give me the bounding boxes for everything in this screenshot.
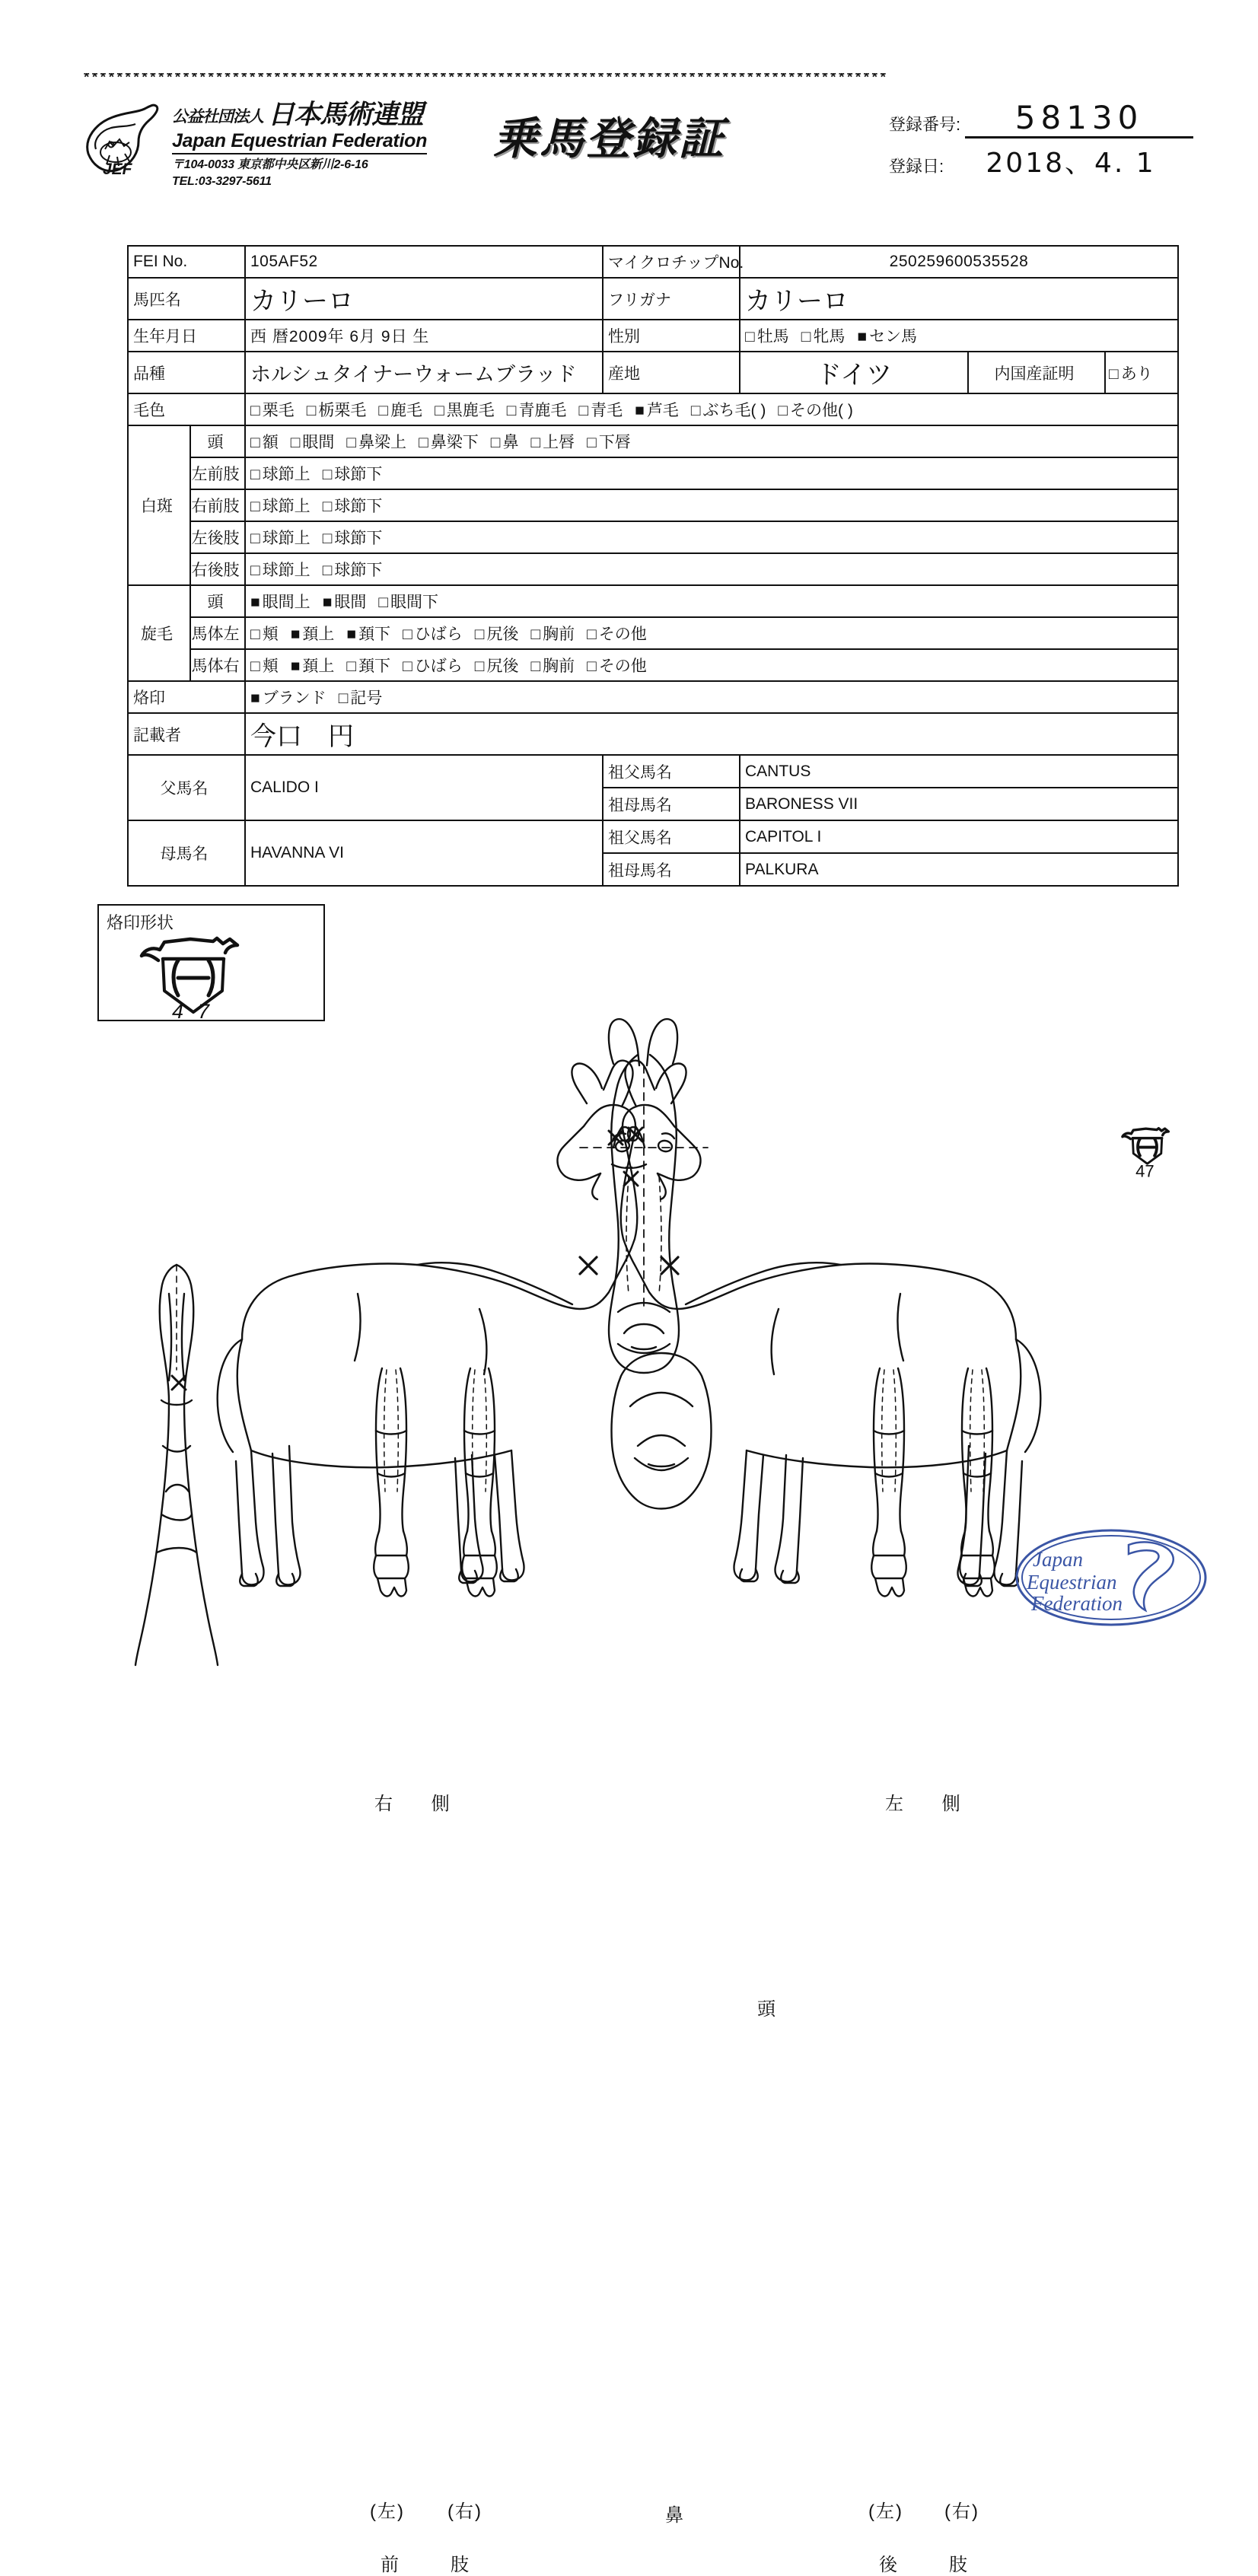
checkbox-checked-icon[interactable]: ■ [250, 689, 260, 707]
checkbox-unchecked-icon[interactable]: □ [346, 658, 357, 675]
checkbox-unchecked-icon[interactable]: □ [250, 466, 260, 483]
checkbox-option[interactable] [250, 526, 311, 549]
checkbox-option[interactable] [346, 430, 406, 453]
checkbox-label: 球節下 [334, 498, 383, 515]
checkbox-unchecked-icon[interactable]: □ [322, 498, 333, 515]
checkbox-label: 下唇 [598, 434, 631, 451]
front-limbs-diagram [374, 1368, 497, 1596]
sex-label: 性別 [603, 320, 740, 352]
checkbox-option[interactable] [691, 398, 766, 421]
checkbox-label: 額 [262, 434, 279, 451]
checkbox-option[interactable] [403, 654, 463, 677]
registration-number-row [889, 99, 1193, 139]
checkbox-unchecked-icon[interactable]: □ [250, 434, 260, 451]
checkbox-option[interactable] [291, 430, 335, 453]
checkbox-label: 胸前 [543, 658, 575, 675]
table-row-sire-gf [128, 755, 1178, 788]
label-head: 頭 [757, 1999, 777, 2020]
checkbox-unchecked-icon[interactable]: □ [378, 402, 389, 419]
checkbox-label: 牡馬 [756, 328, 789, 345]
checkbox-checked-icon[interactable]: ■ [346, 626, 357, 643]
checkbox-unchecked-icon[interactable]: □ [690, 402, 701, 419]
checkbox-option[interactable] [346, 622, 390, 645]
checkbox-label: ブランド [262, 689, 326, 707]
label-hind-right: (右) [944, 2501, 979, 2522]
checkbox-option[interactable] [530, 654, 575, 677]
label-right-side: 右 側 [374, 1794, 467, 1814]
checkbox-label: 鼻 [502, 434, 519, 451]
sire-granddam-label: 祖母馬名 [603, 788, 740, 820]
checkbox-option[interactable] [307, 398, 367, 421]
microchip-label: マイクロチップNo. [603, 246, 740, 278]
checkbox-unchecked-icon[interactable]: □ [250, 498, 260, 515]
checkbox-label: 頬 [262, 658, 279, 675]
stamp-line-3: Federation [1031, 1592, 1123, 1615]
checkbox-unchecked-icon[interactable]: □ [587, 626, 597, 643]
table-row-marking-limb [128, 457, 1178, 489]
org-corporate-type: 公益社団法人 [172, 108, 263, 126]
checkbox-checked-icon[interactable]: ■ [857, 328, 868, 345]
origin-value: ドイツ [740, 352, 968, 393]
checkbox-label: 牝馬 [813, 328, 846, 345]
table-row-brandmark [128, 681, 1178, 713]
registration-number-label: 登録番号: [889, 115, 961, 134]
checkbox-option[interactable] [250, 430, 279, 453]
checkbox-unchecked-icon[interactable]: □ [1109, 365, 1119, 383]
checkbox-label: 芦毛 [646, 402, 679, 419]
svg-text:7: 7 [198, 1000, 210, 1020]
checkbox-unchecked-icon[interactable]: □ [338, 689, 349, 707]
checkbox-option[interactable] [323, 558, 383, 581]
checkbox-label: 眼間 [302, 434, 335, 451]
checkbox-label: 胸前 [543, 626, 575, 643]
checkbox-label: 鼻梁下 [430, 434, 479, 451]
checkbox-label: 鼻梁上 [358, 434, 407, 451]
checkbox-label: その他 [598, 626, 647, 643]
checkbox-label: 栃栗毛 [318, 402, 367, 419]
whorl-body-right-label: 馬体右 [190, 649, 245, 681]
checkbox-option[interactable] [507, 398, 567, 421]
checkbox-unchecked-icon[interactable]: □ [474, 658, 485, 675]
label-hind-left: (左) [868, 2501, 903, 2522]
checkbox-option[interactable] [250, 462, 311, 485]
registration-date-value: 2018、4. 1 [986, 148, 1156, 179]
dam-label: 母馬名 [128, 820, 245, 886]
checkbox-unchecked-icon[interactable]: □ [745, 328, 755, 345]
checkbox-label: ひばら [414, 658, 463, 675]
checkbox-label: ぶち毛( ) [702, 402, 766, 419]
checkbox-label: 眼間 [334, 594, 367, 611]
checkbox-label: 眼間上 [262, 594, 311, 611]
whorl-head-label: 頭 [190, 585, 245, 617]
checkbox-checked-icon[interactable]: ■ [322, 594, 333, 611]
page-title: 乗馬登録証 [493, 114, 726, 164]
org-name-jp: 日本馬術連盟 [268, 100, 424, 129]
table-row-coat-color [128, 393, 1178, 425]
furigana-label: フリガナ [603, 278, 740, 320]
fei-label: FEI No. [128, 246, 245, 278]
svg-text:47: 47 [1135, 1161, 1154, 1181]
checkbox-option[interactable] [475, 654, 519, 677]
table-row-horse-name [128, 278, 1178, 320]
registration-date-label: 登録日: [889, 157, 944, 176]
horse-neck-top-view [135, 1265, 218, 1665]
horse-name-value: カリーロ [245, 278, 603, 320]
dam-grandsire-label: 祖父馬名 [603, 820, 740, 853]
checkbox-option[interactable] [291, 622, 335, 645]
checkbox-option[interactable] [250, 590, 311, 613]
label-front-left: (左) [370, 2501, 405, 2522]
horse-head-front-view [580, 1019, 708, 1373]
table-row-marking-limb [128, 521, 1178, 553]
recorder-label: 記載者 [128, 713, 245, 755]
org-address: 〒104-0033 東京都中央区新川2-6-16 [172, 158, 368, 171]
dam-value: HAVANNA VI [245, 820, 603, 886]
registration-date-row [889, 142, 1193, 180]
jef-logo-icon [82, 99, 166, 179]
checkbox-unchecked-icon[interactable]: □ [250, 402, 260, 419]
dob-label: 生年月日 [128, 320, 245, 352]
checkbox-label: 尻後 [486, 658, 519, 675]
checkbox-label: 鹿毛 [390, 402, 423, 419]
checkbox-option[interactable] [250, 494, 311, 517]
white-marking-label: 白斑 [128, 425, 190, 585]
breed-value: ホルシュタイナーウォームブラッド [245, 352, 603, 393]
checkbox-label: 記号 [350, 689, 383, 707]
checkbox-label: 球節下 [334, 562, 383, 579]
marking-limb-label: 右後肢 [190, 553, 245, 585]
checkbox-option[interactable] [323, 590, 367, 613]
checkbox-unchecked-icon[interactable]: □ [250, 658, 260, 675]
registration-block [889, 99, 1193, 183]
dam-granddam-value: PALKURA [740, 853, 1178, 886]
checkbox-label: 球節下 [334, 466, 383, 483]
checkbox-option[interactable] [250, 558, 311, 581]
checkbox-unchecked-icon[interactable]: □ [419, 434, 428, 451]
domestic-certificate-option[interactable] [1105, 352, 1178, 393]
checkbox-label: 球節上 [262, 466, 311, 483]
svg-text:4: 4 [172, 1000, 184, 1020]
table-row-recorder [128, 713, 1178, 755]
star-rule-divider: ************************************************************************************************* [82, 73, 887, 84]
table-row-marking-limb [128, 489, 1178, 521]
checkbox-option[interactable] [475, 622, 519, 645]
checkbox-option[interactable] [745, 324, 789, 347]
organization-block [172, 100, 461, 189]
stamp-line-1: Japan [1033, 1548, 1083, 1571]
checkbox-label: その他 [598, 658, 647, 675]
svg-text:JEF: JEF [103, 161, 132, 178]
checkbox-unchecked-icon[interactable]: □ [290, 434, 301, 451]
checkbox-option[interactable] [378, 398, 422, 421]
marking-limb-label: 右前肢 [190, 489, 245, 521]
org-name-en: Japan Equestrian Federation [172, 130, 427, 154]
marking-head-label: 頭 [190, 425, 245, 457]
marking-limb-options[interactable] [245, 457, 1178, 489]
document-header [82, 99, 1190, 186]
table-row-marking-limb [128, 553, 1178, 585]
checkbox-unchecked-icon[interactable]: □ [490, 434, 501, 451]
breed-label: 品種 [128, 352, 245, 393]
table-row-marking-head [128, 425, 1178, 457]
checkbox-unchecked-icon[interactable]: □ [506, 402, 517, 419]
checkbox-unchecked-icon[interactable]: □ [530, 658, 541, 675]
checkbox-label: 頚下 [358, 626, 391, 643]
checkbox-label: 頚上 [302, 658, 335, 675]
checkbox-unchecked-icon[interactable]: □ [346, 434, 357, 451]
org-telephone: TEL:03-3297-5611 [172, 175, 272, 188]
table-row-whorl-head [128, 585, 1178, 617]
checkbox-checked-icon[interactable]: ■ [250, 594, 260, 611]
checkbox-label: 頚下 [358, 658, 391, 675]
checkbox-option[interactable] [250, 654, 279, 677]
brandmark-label: 烙印 [128, 681, 245, 713]
checkbox-label: 青鹿毛 [518, 402, 567, 419]
checkbox-option[interactable] [323, 494, 383, 517]
sire-granddam-value: BARONESS VII [740, 788, 1178, 820]
checkbox-option[interactable] [635, 398, 679, 421]
table-row-whorl-body-left [128, 617, 1178, 649]
checkbox-option[interactable] [530, 430, 575, 453]
microchip-value: 250259600535528 [740, 246, 1178, 278]
horse-name-label: 馬匹名 [128, 278, 245, 320]
sex-options[interactable] [740, 320, 1178, 352]
table-row-fei [128, 246, 1178, 278]
checkbox-option[interactable] [801, 324, 846, 347]
sire-grandsire-value: CANTUS [740, 755, 1178, 788]
checkbox-unchecked-icon[interactable]: □ [530, 434, 541, 451]
checkbox-unchecked-icon[interactable]: □ [378, 594, 389, 611]
checkbox-unchecked-icon[interactable]: □ [801, 328, 811, 345]
checkbox-unchecked-icon[interactable]: □ [587, 434, 597, 451]
checkbox-label: セン馬 [869, 328, 918, 345]
checkbox-unchecked-icon[interactable]: □ [778, 402, 788, 419]
checkbox-option[interactable] [1109, 361, 1153, 384]
table-row-dam-gf [128, 820, 1178, 853]
checkbox-label: ひばら [414, 626, 463, 643]
sire-label: 父馬名 [128, 755, 245, 820]
checkbox-option[interactable] [378, 590, 438, 613]
checkbox-label: その他( ) [790, 402, 853, 419]
checkbox-option[interactable] [250, 622, 279, 645]
certificate-table [127, 245, 1179, 887]
whorl-label: 旋毛 [128, 585, 190, 681]
checkbox-label: 球節上 [262, 562, 311, 579]
sire-value: CALIDO I [245, 755, 603, 820]
checkbox-checked-icon[interactable]: ■ [635, 402, 645, 419]
marking-head-options[interactable] [245, 425, 1178, 457]
checkbox-option[interactable] [323, 526, 383, 549]
checkbox-unchecked-icon[interactable]: □ [322, 466, 333, 483]
recorder-value: 今口 円 [245, 713, 1178, 755]
whorl-body-left-options[interactable] [245, 617, 1178, 649]
checkbox-option[interactable] [587, 622, 647, 645]
marking-limb-label: 左後肢 [190, 521, 245, 553]
checkbox-option[interactable] [346, 654, 390, 677]
checkbox-label: 頚上 [302, 626, 335, 643]
whorl-body-left-label: 馬体左 [190, 617, 245, 649]
checkbox-unchecked-icon[interactable]: □ [530, 626, 541, 643]
checkbox-unchecked-icon[interactable]: □ [250, 530, 260, 547]
checkbox-unchecked-icon[interactable]: □ [306, 402, 317, 419]
jef-official-stamp [1014, 1528, 1209, 1627]
checkbox-option[interactable] [403, 622, 463, 645]
checkbox-unchecked-icon[interactable]: □ [578, 402, 589, 419]
checkbox-unchecked-icon[interactable]: □ [322, 562, 333, 579]
stamp-line-2: Equestrian [1027, 1571, 1117, 1594]
checkbox-unchecked-icon[interactable]: □ [474, 626, 485, 643]
muzzle-diagram [612, 1353, 712, 1509]
checkbox-option[interactable] [323, 462, 383, 485]
checkbox-label: 球節上 [262, 498, 311, 515]
whorl-head-options[interactable] [245, 585, 1178, 617]
marking-limb-options[interactable] [245, 521, 1178, 553]
checkbox-option[interactable] [778, 398, 853, 421]
checkbox-option[interactable] [250, 398, 295, 421]
checkbox-unchecked-icon[interactable]: □ [250, 626, 260, 643]
coat-color-options[interactable] [245, 393, 1178, 425]
checkbox-label: あり [1120, 365, 1153, 383]
dam-granddam-label: 祖母馬名 [603, 853, 740, 886]
marking-limb-label: 左前肢 [190, 457, 245, 489]
checkbox-unchecked-icon[interactable]: □ [403, 626, 412, 643]
brand-on-horse-icon [1123, 1129, 1168, 1181]
checkbox-label: 黒鹿毛 [446, 402, 495, 419]
checkbox-unchecked-icon[interactable]: □ [250, 562, 260, 579]
checkbox-option[interactable] [339, 686, 383, 708]
dam-grandsire-value: CAPITOL I [740, 820, 1178, 853]
dob-value: 西 暦2009年 6月 9日 生 [245, 320, 603, 352]
marking-limb-options[interactable] [245, 489, 1178, 521]
marking-limb-options[interactable] [245, 553, 1178, 585]
checkbox-option[interactable] [491, 430, 519, 453]
checkbox-label: 青毛 [591, 402, 623, 419]
label-nose: 鼻 [665, 2505, 685, 2526]
checkbox-unchecked-icon[interactable]: □ [403, 658, 412, 675]
checkbox-label: 頬 [262, 626, 279, 643]
checkbox-option[interactable] [578, 398, 623, 421]
label-front-right: (右) [447, 2501, 482, 2522]
checkbox-option[interactable] [435, 398, 495, 421]
checkbox-unchecked-icon[interactable]: □ [587, 658, 597, 675]
checkbox-checked-icon[interactable]: ■ [290, 626, 301, 643]
checkbox-option[interactable] [419, 430, 479, 453]
label-hind-limbs: 後 肢 [879, 2555, 984, 2575]
checkbox-unchecked-icon[interactable]: □ [435, 402, 444, 419]
checkbox-checked-icon[interactable]: ■ [290, 658, 301, 675]
checkbox-label: 球節上 [262, 530, 311, 547]
registration-number-value: 58130 [1014, 99, 1144, 136]
checkbox-label: 球節下 [334, 530, 383, 547]
brandmark-options[interactable] [245, 681, 1178, 713]
checkbox-option[interactable] [587, 430, 631, 453]
checkbox-option[interactable] [530, 622, 575, 645]
whorl-body-right-options[interactable] [245, 649, 1178, 681]
brand-shape-title: 烙印形状 [107, 913, 174, 932]
domestic-certificate-label: 内国産証明 [968, 352, 1105, 393]
label-left-side: 左 側 [885, 1794, 977, 1814]
checkbox-option[interactable] [587, 654, 647, 677]
checkbox-label: 尻後 [486, 626, 519, 643]
label-front-limbs: 前 肢 [381, 2555, 486, 2575]
checkbox-unchecked-icon[interactable]: □ [322, 530, 333, 547]
table-row-dob [128, 320, 1178, 352]
furigana-value: カリーロ [740, 278, 1178, 320]
checkbox-label: 眼間下 [390, 594, 439, 611]
origin-label: 産地 [603, 352, 740, 393]
checkbox-label: 栗毛 [262, 402, 295, 419]
table-row-whorl-body-right [128, 649, 1178, 681]
coat-color-label: 毛色 [128, 393, 245, 425]
table-row-breed [128, 352, 1178, 393]
sire-grandsire-label: 祖父馬名 [603, 755, 740, 788]
checkbox-label: 上唇 [543, 434, 575, 451]
fei-value: 105AF52 [245, 246, 603, 278]
checkbox-option[interactable] [291, 654, 335, 677]
checkbox-option[interactable] [250, 686, 326, 708]
checkbox-option[interactable] [857, 324, 917, 347]
hind-limbs-diagram [871, 1368, 995, 1596]
